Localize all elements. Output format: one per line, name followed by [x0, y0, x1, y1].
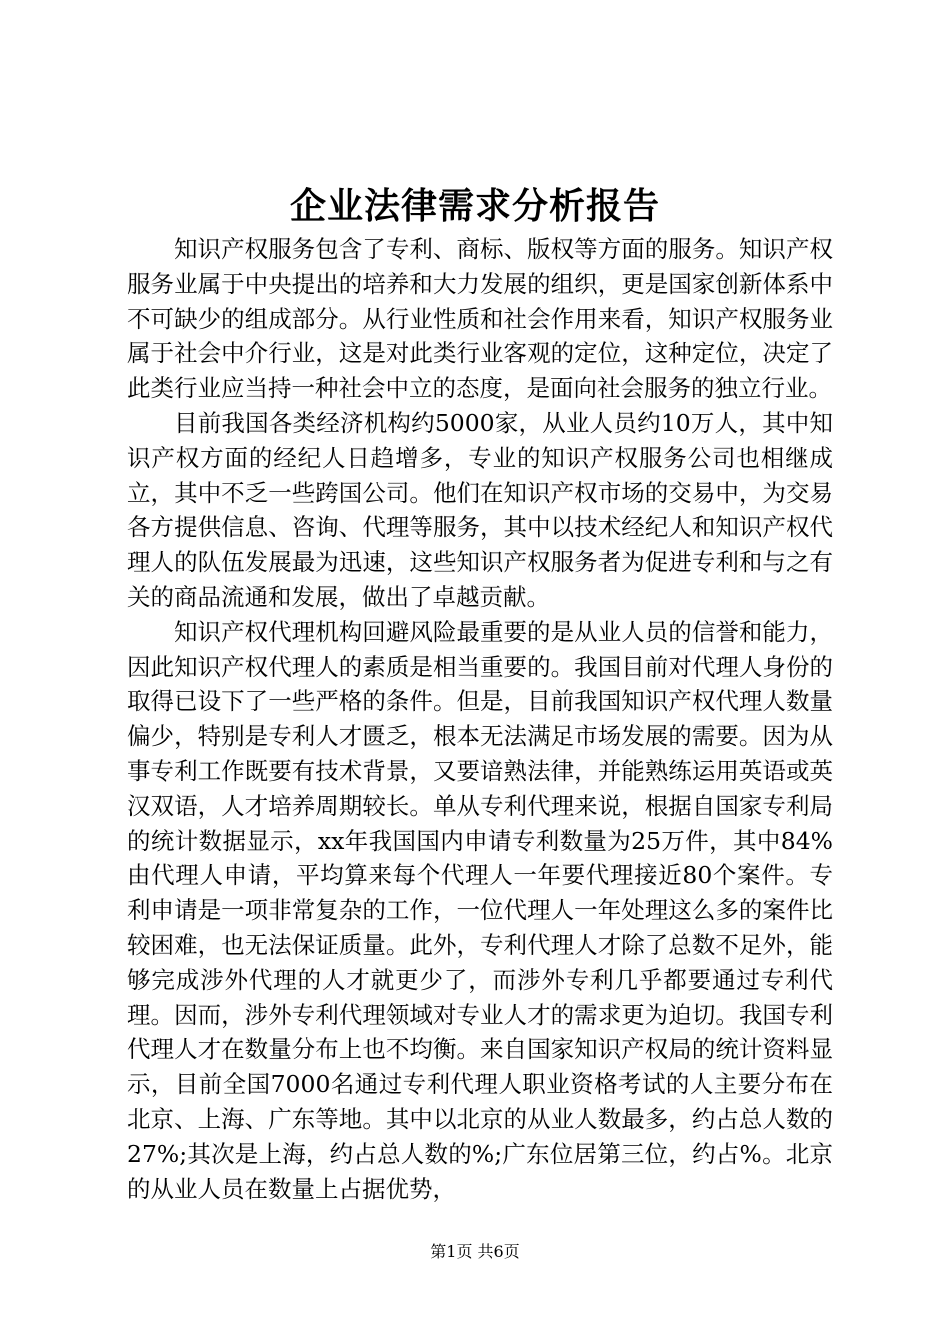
document-title: 企业法律需求分析报告 [289, 185, 660, 227]
paragraph: 知识产权代理机构回避风险最重要的是从业人员的信誉和能力，因此知识产权代理人的素质是相当重要的。我国目前对代理人身份的取得已设下了一些严格的条件。但是，目前我国知识产权代理人数量偏少，特别是专利人才匮乏，根本无法满足市场发展的需要。因为从事专利工作既要有技术背景，又要谙熟法律，并能熟练运用英语或英汉双语，人才培养周期较长。单从专利代理来说，根据自国家专利局的统计数据显示，xx年我国国内申请专利数量为25万件，其中84%由代理人申请，平均算来每个代理人一年要代理接近80个案件。专利申请是一项非常复杂的工作，一位代理人一年处理这么多的案件比较困难，也无法保证质量。此外，专利代理人才除了总数不足外，能够完成涉外代理的人才就更少了，而涉外专利几乎都要通过专利代理。因而，涉外专利代理领域对专业人才的需求更为迫切。我国专利代理人才在数量分布上也不均衡。来自国家知识产权局的统计资料显示，目前全国7000名通过专利代理人职业资格考试的人主要分布在北京、上海、广东等地。其中以北京的从业人数最多，约占总人数的27%;其次是上海，约占总人数的%;广东位居第三位，约占%。北京的从业人员在数量上占据优势， [127, 617, 833, 1203]
paragraph: 目前我国各类经济机构约5000家，从业人员约10万人，其中知识产权方面的经纪人日趋增多，专业的知识产权服务公司也相继成立，其中不乏一些跨国公司。他们在知识产权市场的交易中，为交易各方提供信息、咨询、代理等服务，其中以技术经纪人和知识产权代理人的队伍发展最为迅速，这些知识产权服务者为促进专利和与之有关的商品流通和发展，做出了卓越贡献。 [127, 408, 833, 611]
paragraph: 知识产权服务包含了专利、商标、版权等方面的服务。知识产权服务业属于中央提出的培养和大力发展的组织，更是国家创新体系中不可缺少的组成部分。从行业性质和社会作用来看，知识产权服务业属于社会中介行业，这是对此类行业客观的定位，这种定位，决定了此类行业应当持一种社会中立的态度，是面向社会服务的独立行业。 [127, 235, 833, 403]
document-body [127, 232, 833, 1206]
page-footer: 第1页 共6页 [430, 1242, 520, 1261]
